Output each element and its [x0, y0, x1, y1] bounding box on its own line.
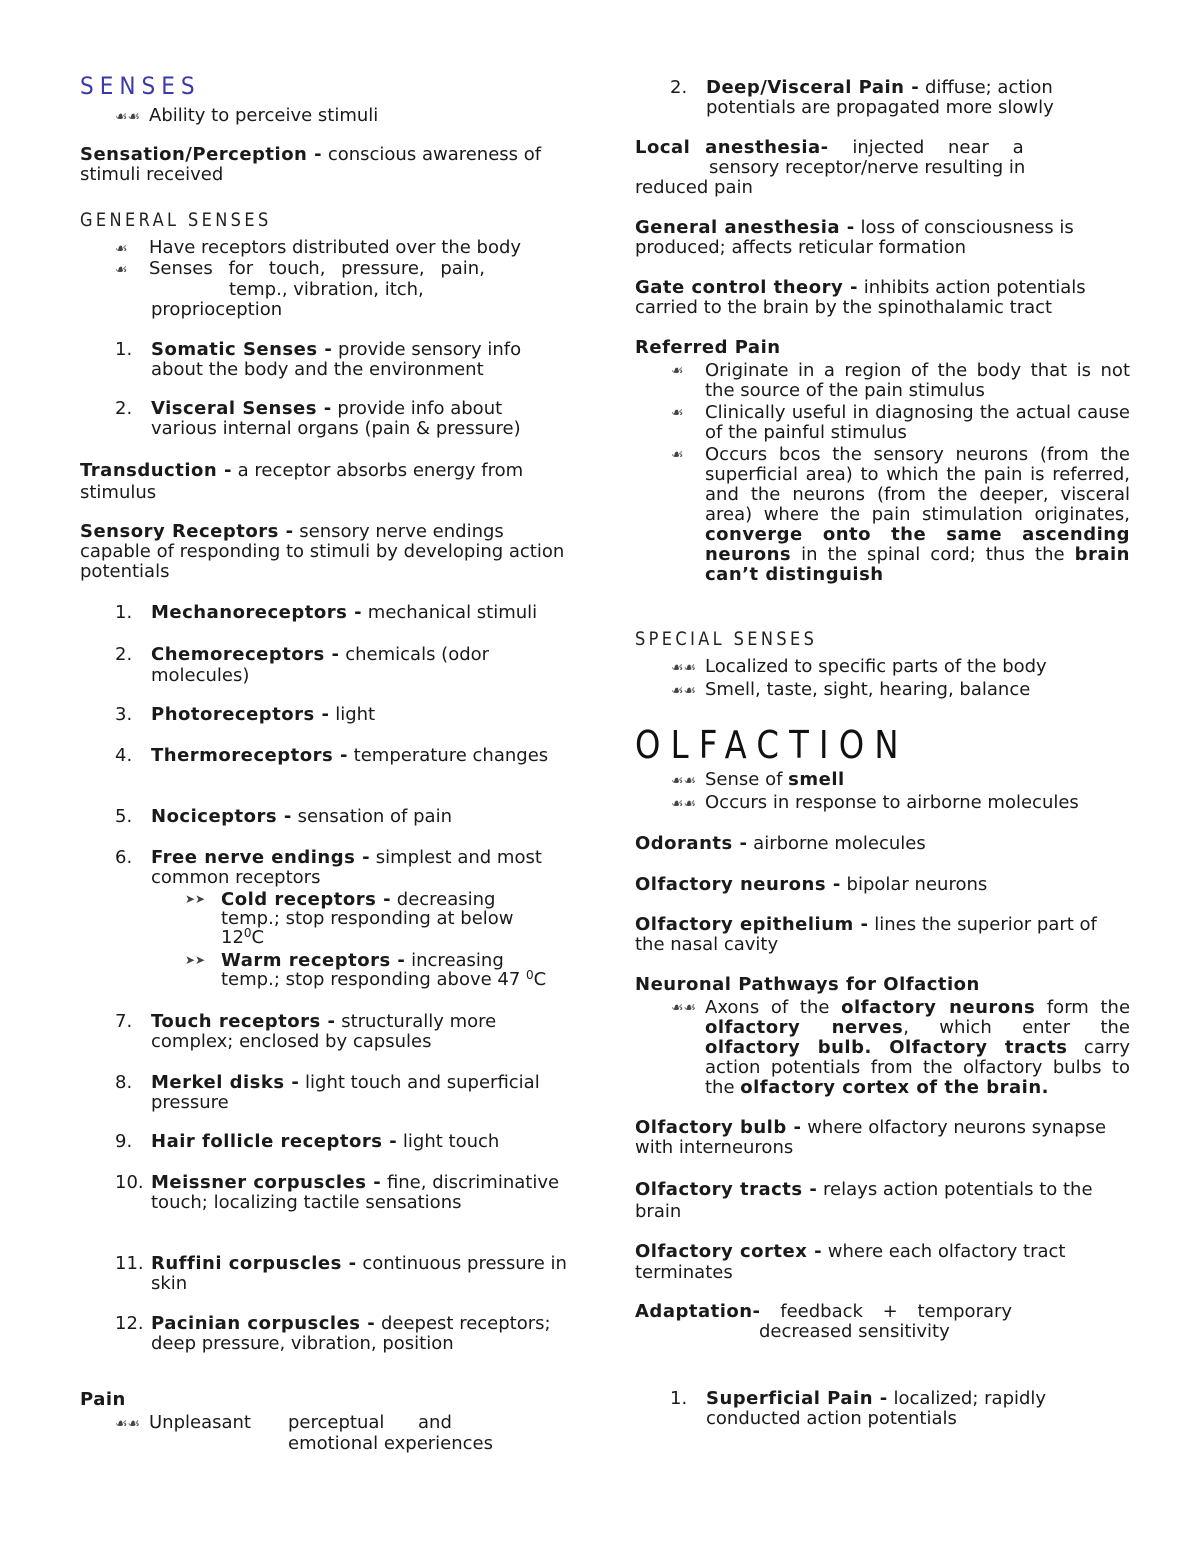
superficial-pain: 1. Superficial Pain - localized; rapidly conducted action potentials: [670, 1388, 1047, 1429]
arrow-bullet-icon: ➤➤: [185, 953, 206, 967]
receptor-item: 12. Pacinian corpuscles - deepest receptors; deep pressure, vibration, position: [115, 1313, 551, 1354]
general-b1: ☙ Have receptors distributed over the body: [115, 237, 522, 258]
gate-control-theory: Gate control theory - inhibits action potentials carried to the brain by the spinothalamic tract: [635, 277, 1086, 318]
senses-heading: SENSES: [80, 72, 201, 100]
olfactory-cortex-def: Olfactory cortex - where each olfactory tract terminates: [635, 1241, 1066, 1283]
receptor-item: 10. Meissner corpuscles - fine, discriminative touch; localizing tactile sensations: [115, 1172, 560, 1213]
neuronal-pathways-heading: Neuronal Pathways for Olfaction: [635, 974, 980, 995]
receptor-item: 2. Chemoreceptors - chemicals (odor molecules): [115, 644, 490, 686]
general-anesthesia: General anesthesia - loss of consciousness is produced; affects reticular formation: [635, 217, 1074, 258]
olfactory-bulb-def: Olfactory bulb - where olfactory neurons synapse with interneurons: [635, 1117, 1107, 1158]
pain-heading: Pain: [80, 1389, 126, 1410]
olfaction-b2: ☙☙ Occurs in response to airborne molecules: [671, 792, 1079, 813]
referred-b3: ☙ Occurs bcos the sensory neurons (from the superficial area) to which the pain is referred, and the neurons (from the deeper, visceral area) where the pain stimulation originates, converge onto the same ascending neurons in the spinal cord; thus the brain can’t distinguish: [671, 444, 1130, 585]
olfaction-b1: ☙☙ Sense of smell: [671, 769, 845, 790]
receptor-item: 3. Photoreceptors - light: [115, 704, 376, 725]
cold-receptors: ➤➤ Cold receptors - decreasing temp.; stop responding at below $12^0C$: [185, 889, 514, 948]
transduction-def: Transduction - a receptor absorbs energy from stimulus: [80, 460, 524, 503]
neuronal-pathways-bullet: ☙☙ Axons of the olfactory neurons form the olfactory nerves, which enter the olfactory bulb. Olfactory tracts carry action potentials from the olfactory bulbs to the olfactory cortex of the brain.: [671, 997, 1131, 1098]
referred-pain-heading: Referred Pain: [635, 337, 781, 358]
odorants-def: Odorants - airborne molecules: [635, 833, 926, 854]
bullet-icon: ☙☙: [671, 773, 697, 789]
somatic-senses: 1. Somatic Senses - provide sensory info about the body and the environment: [115, 339, 522, 380]
bullet-icon: ☙☙: [671, 683, 697, 699]
olfactory-tracts-def: Olfactory tracts - relays action potentials to the brain: [635, 1179, 1093, 1222]
receptor-item: 11. Ruffini corpuscles - continuous pressure in skin: [115, 1253, 567, 1294]
bullet-icon: ☙☙: [671, 796, 697, 812]
visceral-senses: 2. Visceral Senses - provide info about various internal organs (pain & pressure): [115, 398, 521, 439]
receptor-item: 7. Touch receptors - structurally more complex; enclosed by capsules: [115, 1011, 497, 1052]
receptor-item: 1. Mechanoreceptors - mechanical stimuli: [115, 602, 538, 623]
deep-visceral-pain: 2. Deep/Visceral Pain - diffuse; action potentials are propagated more slowly: [670, 77, 1054, 118]
general-b2: ☙ Senses for touch, pressure, pain, temp., vibration, itch, proprioception: [115, 258, 485, 320]
receptor-item: 6. Free nerve endings - simplest and most common receptors: [115, 847, 542, 888]
bullet-icon: ☙: [115, 241, 128, 257]
bullet-icon: ☙: [671, 447, 684, 463]
bullet-icon: ☙: [671, 363, 684, 379]
general-senses-heading: GENERAL SENSES: [80, 209, 272, 231]
olfactory-epithelium-def: Olfactory epithelium - lines the superior part of the nasal cavity: [635, 914, 1097, 955]
receptor-item: 9. Hair follicle receptors - light touch: [115, 1131, 500, 1152]
sensory-receptors-def: Sensory Receptors - sensory nerve endings capable of responding to stimuli by developing action potentials: [80, 521, 565, 582]
senses-bullet: ☙☙ Ability to perceive stimuli: [115, 105, 379, 126]
local-anesthesia: Local anesthesia- injected near a sensory receptor/nerve resulting in reduced pain: [635, 137, 1026, 198]
bullet-icon: ☙: [115, 262, 128, 278]
receptor-item: 8. Merkel disks - light touch and superficial pressure: [115, 1072, 540, 1113]
special-b1: ☙☙ Localized to specific parts of the body: [671, 656, 1047, 677]
referred-b2: ☙ Clinically useful in diagnosing the actual cause of the painful stimulus: [671, 402, 1130, 443]
arrow-bullet-icon: ➤➤: [185, 892, 206, 906]
special-senses-heading: SPECIAL SENSES: [635, 628, 818, 650]
adaptation-def: Adaptation- feedback + temporary decreased sensitivity: [635, 1301, 1013, 1342]
olfactory-neurons-def: Olfactory neurons - bipolar neurons: [635, 874, 988, 895]
bullet-icon: ☙☙: [671, 1000, 697, 1016]
warm-receptors: ➤➤ Warm receptors - increasing temp.; stop responding above 47 $^0$C: [185, 950, 547, 990]
bullet-icon: ☙☙: [671, 660, 697, 676]
receptor-item: 4. Thermoreceptors - temperature changes: [115, 745, 549, 766]
bullet-icon: ☙☙: [115, 109, 141, 125]
bullet-icon: ☙: [671, 405, 684, 421]
bullet-icon: ☙☙: [115, 1416, 141, 1432]
receptor-item: 5. Nociceptors - sensation of pain: [115, 806, 452, 827]
special-b2: ☙☙ Smell, taste, sight, hearing, balance: [671, 679, 1031, 700]
pain-bullet: ☙☙ Unpleasant perceptual and emotional experiences: [115, 1412, 493, 1454]
olfaction-heading: OLFACTION: [635, 723, 909, 767]
sensation-def: Sensation/Perception - conscious awareness of stimuli received: [80, 144, 542, 185]
referred-b1: ☙ Originate in a region of the body that is not the source of the pain stimulus: [671, 360, 1130, 401]
